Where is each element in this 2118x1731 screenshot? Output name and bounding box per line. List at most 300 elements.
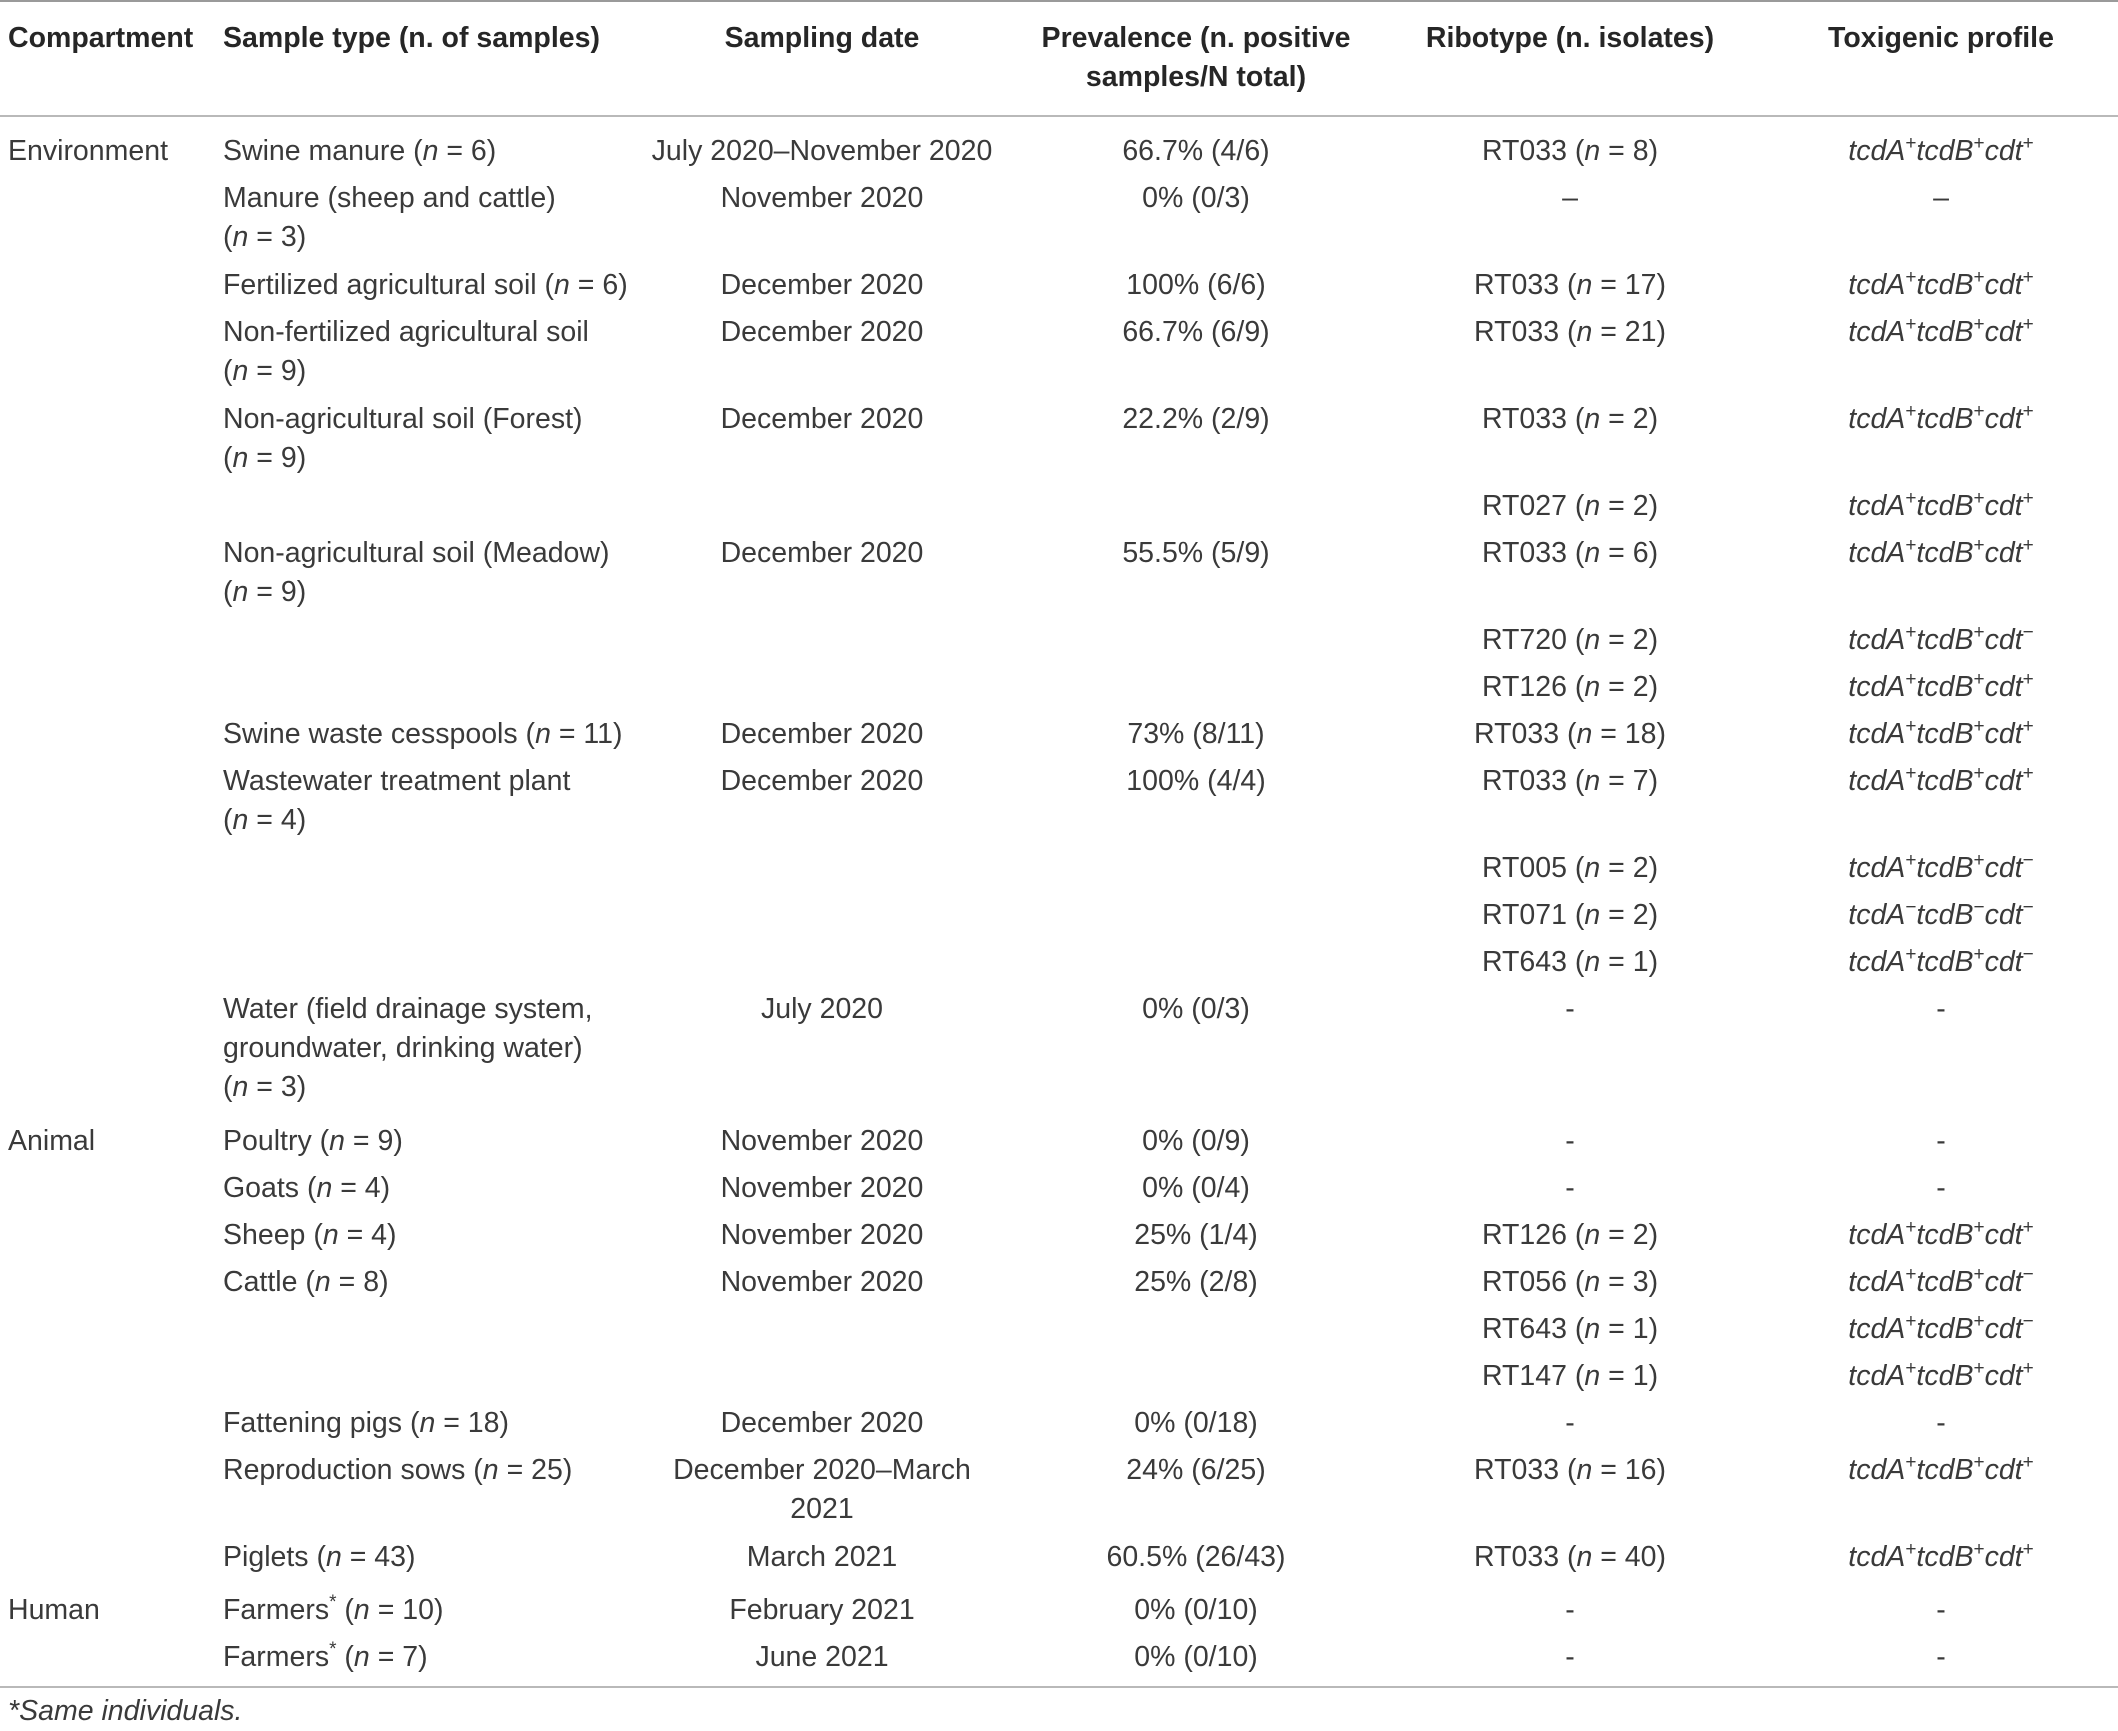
sample-type-cell xyxy=(223,801,306,840)
gene-name: cdt xyxy=(1984,1360,2023,1392)
gene-name: tcdA xyxy=(1848,718,1906,750)
text-part: = 18) xyxy=(1592,718,1666,750)
gene-name: tcdB xyxy=(1916,1219,1974,1251)
text-part: = 40) xyxy=(1592,1541,1666,1573)
header-sampling-date: Sampling date xyxy=(724,22,920,54)
ribotype-cell xyxy=(1474,266,1666,305)
gene-name: tcdA xyxy=(1848,316,1906,348)
sample-type-cell xyxy=(223,179,556,218)
gene-name: tcdB xyxy=(1916,624,1974,656)
gene-sign: + xyxy=(1973,763,1985,784)
text-part: RT033 ( xyxy=(1474,718,1577,750)
text-part: = 6) xyxy=(569,269,628,301)
sample-type-cell xyxy=(223,218,306,257)
gene-name: cdt xyxy=(1984,852,2023,884)
gene-name: tcdB xyxy=(1916,537,1974,569)
ribotype-cell: - xyxy=(1565,1125,1575,1157)
ribotype-cell: - xyxy=(1565,1594,1575,1626)
sampling-date-cell: July 2020 xyxy=(760,993,884,1025)
gene-sign: − xyxy=(1905,897,1917,918)
sample-type-cell xyxy=(223,132,496,171)
gene-sign: − xyxy=(2022,622,2034,643)
text-part: = 8) xyxy=(1600,135,1659,167)
sampling-date-cell: February 2021 xyxy=(729,1594,915,1626)
gene-sign: + xyxy=(2022,1539,2034,1560)
sample-type-cell xyxy=(223,1068,306,1107)
header-prevalence-line2: samples/N total) xyxy=(1085,61,1307,93)
gene-sign: + xyxy=(2022,267,2034,288)
toxigenic-profile-cell xyxy=(1848,896,2033,935)
text-part: = 2) xyxy=(1600,671,1659,703)
gene-name: tcdA xyxy=(1848,671,1906,703)
text-part: = 4) xyxy=(332,1172,391,1204)
gene-sign: − xyxy=(2022,944,2034,965)
sampling-date-cell: December 2020 xyxy=(720,403,924,435)
n-symbol: n xyxy=(422,135,439,167)
gene-sign: + xyxy=(2022,314,2034,335)
gene-sign: + xyxy=(1905,488,1917,509)
ribotype-cell xyxy=(1482,534,1658,573)
sampling-date-cell: July 2020–November 2020 xyxy=(651,135,993,167)
n-symbol: n xyxy=(1584,899,1601,931)
ribotype-cell xyxy=(1482,1310,1658,1349)
gene-sign: + xyxy=(1973,850,1985,871)
gene-sign: + xyxy=(1905,850,1917,871)
gene-name: tcdA xyxy=(1848,1541,1906,1573)
text-part: Non-agricultural soil (Forest) xyxy=(223,403,583,435)
gene-sign: + xyxy=(2022,763,2034,784)
prevalence-cell: 60.5% (26/43) xyxy=(1106,1541,1286,1573)
text-part: = 2) xyxy=(1600,899,1659,931)
gene-name: tcdB xyxy=(1916,852,1974,884)
text-part: RT056 ( xyxy=(1481,1266,1585,1298)
n-symbol: n xyxy=(1584,852,1601,884)
text-part: ( xyxy=(223,221,233,253)
prevalence-cell: 66.7% (6/9) xyxy=(1122,316,1270,348)
n-symbol: n xyxy=(1576,1454,1593,1486)
n-symbol: n xyxy=(1576,269,1593,301)
sampling-date-cell: March 2021 xyxy=(746,1541,898,1573)
header-ribotype: Ribotype (n. isolates) xyxy=(1425,22,1715,54)
sample-type-cell xyxy=(223,715,622,754)
gene-name: tcdB xyxy=(1916,135,1974,167)
ribotype-cell xyxy=(1482,896,1658,935)
ribotype-cell xyxy=(1482,132,1658,171)
gene-name: cdt xyxy=(1984,671,2023,703)
text-part: RT126 ( xyxy=(1481,1219,1585,1251)
gene-sign: + xyxy=(2022,669,2034,690)
footnote: *Same individuals. xyxy=(8,1695,243,1727)
toxigenic-profile-cell xyxy=(1848,849,2033,888)
gene-name: tcdA xyxy=(1848,1360,1906,1392)
gene-name: tcdB xyxy=(1916,1360,1974,1392)
toxigenic-profile-cell xyxy=(1848,1451,2033,1490)
text-part: = 7) xyxy=(369,1641,428,1673)
table-top-rule xyxy=(0,0,2118,2)
header-sample-type: Sample type (n. of samples) xyxy=(223,22,600,54)
sampling-date-cell: December 2020 xyxy=(720,537,924,569)
n-symbol: n xyxy=(325,1541,342,1573)
sample-type-cell xyxy=(223,990,593,1029)
gene-sign: + xyxy=(1973,488,1985,509)
text-part: = 6) xyxy=(438,135,497,167)
n-symbol: n xyxy=(1584,403,1601,435)
n-symbol: n xyxy=(232,442,249,474)
ribotype-cell: - xyxy=(1565,1172,1575,1204)
gene-sign: + xyxy=(1905,267,1917,288)
gene-name: tcdA xyxy=(1848,490,1906,522)
toxigenic-profile-cell: - xyxy=(1936,1641,1946,1673)
toxigenic-profile-cell xyxy=(1848,487,2033,526)
text-part: = 4) xyxy=(338,1219,397,1251)
gene-sign: + xyxy=(2022,535,2034,556)
gene-name: tcdB xyxy=(1916,718,1974,750)
toxigenic-profile-cell: - xyxy=(1936,1407,1946,1439)
text-part: = 2) xyxy=(1600,490,1659,522)
ribotype-cell xyxy=(1482,1357,1658,1396)
text-part: RT033 ( xyxy=(1474,1454,1577,1486)
sample-type-cell xyxy=(223,1216,397,1255)
sample-type-cell xyxy=(223,400,583,439)
text-part: = 1) xyxy=(1600,1313,1659,1345)
gene-sign: + xyxy=(1905,401,1917,422)
compartment-human: Human xyxy=(8,1594,100,1626)
toxigenic-profile-cell xyxy=(1848,621,2033,660)
gene-sign: + xyxy=(1905,716,1917,737)
sample-type-cell xyxy=(223,313,589,352)
gene-name: tcdA xyxy=(1848,135,1906,167)
text-part: = 43) xyxy=(341,1541,416,1573)
sample-type-cell xyxy=(223,266,628,305)
text-part: groundwater, drinking water) xyxy=(223,1032,583,1064)
text-part: = 2) xyxy=(1600,403,1659,435)
text-part: = 17) xyxy=(1592,269,1666,301)
gene-name: cdt xyxy=(1984,624,2023,656)
ribotype-cell xyxy=(1482,400,1658,439)
text-part: = 2) xyxy=(1600,852,1659,884)
ribotype-cell xyxy=(1474,313,1666,352)
n-symbol: n xyxy=(353,1594,370,1626)
header-prevalence-line1: Prevalence (n. positive xyxy=(1041,22,1351,54)
ribotype-cell xyxy=(1474,1538,1666,1577)
gene-sign: + xyxy=(1973,1311,1985,1332)
gene-name: tcdA xyxy=(1848,403,1906,435)
gene-sign: + xyxy=(1973,1539,1985,1560)
text-part: = 10) xyxy=(369,1594,444,1626)
n-symbol: n xyxy=(482,1454,499,1486)
gene-sign: + xyxy=(2022,488,2034,509)
toxigenic-profile-cell: – xyxy=(1933,182,1949,214)
n-symbol: n xyxy=(1584,135,1601,167)
text-part: = 9) xyxy=(248,576,307,608)
gene-sign: + xyxy=(1905,133,1917,154)
n-symbol: n xyxy=(1584,1219,1601,1251)
gene-sign: + xyxy=(2022,716,2034,737)
ribotype-cell: - xyxy=(1565,1641,1575,1673)
ribotype-cell xyxy=(1474,1451,1666,1490)
sampling-date-cell: November 2020 xyxy=(720,1266,924,1298)
n-symbol: n xyxy=(232,576,249,608)
sample-type-cell xyxy=(223,1591,443,1630)
gene-name: cdt xyxy=(1984,1313,2023,1345)
header-compartment: Compartment xyxy=(8,22,194,54)
text-part: RT033 ( xyxy=(1474,269,1577,301)
text-part: ( xyxy=(336,1641,354,1673)
gene-name: tcdA xyxy=(1848,537,1906,569)
gene-name: tcdB xyxy=(1916,1313,1974,1345)
gene-sign: + xyxy=(1973,314,1985,335)
gene-name: tcdA xyxy=(1848,1313,1906,1345)
text-part: ( xyxy=(336,1594,354,1626)
gene-name: cdt xyxy=(1984,316,2023,348)
gene-name: cdt xyxy=(1984,1454,2023,1486)
compartment-environment: Environment xyxy=(8,135,168,167)
text-part: = 7) xyxy=(1600,765,1659,797)
ribotype-cell: - xyxy=(1565,993,1575,1025)
gene-name: tcdA xyxy=(1848,1219,1906,1251)
gene-sign: + xyxy=(1905,622,1917,643)
ribotype-cell: – xyxy=(1562,182,1578,214)
text-part: = 21) xyxy=(1592,316,1666,348)
prevalence-cell: 0% (0/18) xyxy=(1134,1407,1258,1439)
gene-name: cdt xyxy=(1984,899,2023,931)
sample-type-cell xyxy=(223,1263,389,1302)
text-part: = 3) xyxy=(1600,1266,1659,1298)
text-part: ( xyxy=(223,1071,233,1103)
toxigenic-profile-cell xyxy=(1848,1310,2033,1349)
prevalence-cell: 0% (0/9) xyxy=(1142,1125,1250,1157)
sampling-date-cell: 2021 xyxy=(790,1493,854,1525)
text-part: RT643 ( xyxy=(1481,946,1585,978)
gene-sign: + xyxy=(1905,1358,1917,1379)
text-part: Poultry ( xyxy=(223,1125,330,1157)
text-part: Non-agricultural soil (Meadow) xyxy=(223,537,610,569)
ribotype-cell xyxy=(1482,621,1658,660)
asterisk-mark: * xyxy=(329,1639,337,1660)
sample-type-cell xyxy=(223,439,306,478)
text-part: = 25) xyxy=(498,1454,573,1486)
text-part: Sheep ( xyxy=(223,1219,323,1251)
gene-name: tcdB xyxy=(1916,1541,1974,1573)
gene-name: tcdB xyxy=(1916,316,1974,348)
gene-name: tcdA xyxy=(1848,765,1906,797)
toxigenic-profile-cell xyxy=(1848,266,2033,305)
gene-name: tcdA xyxy=(1848,899,1906,931)
gene-sign: + xyxy=(1973,1452,1985,1473)
gene-name: cdt xyxy=(1984,765,2023,797)
n-symbol: n xyxy=(1584,765,1601,797)
n-symbol: n xyxy=(1584,624,1601,656)
prevalence-cell: 0% (0/10) xyxy=(1134,1641,1258,1673)
text-part: ( xyxy=(223,804,233,836)
gene-sign: + xyxy=(2022,1217,2034,1238)
sample-type-cell xyxy=(223,1538,415,1577)
sampling-date-cell: November 2020 xyxy=(720,1219,924,1251)
gene-sign: + xyxy=(2022,401,2034,422)
sample-type-cell xyxy=(223,352,306,391)
gene-sign: + xyxy=(1973,1358,1985,1379)
gene-name: cdt xyxy=(1984,403,2023,435)
prevalence-cell: 100% (4/4) xyxy=(1126,765,1266,797)
text-part: RT033 ( xyxy=(1481,537,1585,569)
text-part: RT033 ( xyxy=(1481,135,1585,167)
gene-name: cdt xyxy=(1984,269,2023,301)
gene-sign: + xyxy=(1905,1539,1917,1560)
prevalence-cell: 24% (6/25) xyxy=(1126,1454,1266,1486)
ribotype-cell xyxy=(1482,668,1658,707)
gene-name: cdt xyxy=(1984,135,2023,167)
gene-name: cdt xyxy=(1984,718,2023,750)
toxigenic-profile-cell: - xyxy=(1936,993,1946,1025)
toxigenic-profile-cell xyxy=(1848,1216,2033,1255)
toxigenic-profile-cell xyxy=(1848,400,2033,439)
prevalence-cell: 0% (0/4) xyxy=(1142,1172,1250,1204)
sampling-date-cell: December 2020–March xyxy=(673,1454,971,1486)
n-symbol: n xyxy=(554,269,570,301)
header-toxigenic-profile: Toxigenic profile xyxy=(1828,22,2054,54)
gene-sign: + xyxy=(1905,1452,1917,1473)
text-part: = 2) xyxy=(1600,1219,1659,1251)
n-symbol: n xyxy=(1584,1360,1601,1392)
text-part: = 9) xyxy=(344,1125,403,1157)
text-part: Water (field drainage system, xyxy=(223,993,593,1025)
text-part: Swine waste cesspools ( xyxy=(223,718,536,750)
text-part: RT033 ( xyxy=(1474,316,1577,348)
n-symbol: n xyxy=(1584,946,1601,978)
toxigenic-profile-cell: - xyxy=(1936,1125,1946,1157)
gene-sign: + xyxy=(2022,133,2034,154)
text-part: = 1) xyxy=(1600,946,1659,978)
gene-name: tcdB xyxy=(1916,403,1974,435)
n-symbol: n xyxy=(419,1407,436,1439)
sample-type-cell xyxy=(223,1169,390,1208)
gene-name: tcdB xyxy=(1916,946,1974,978)
gene-sign: + xyxy=(1905,1311,1917,1332)
text-part: ( xyxy=(223,355,233,387)
gene-sign: + xyxy=(1973,267,1985,288)
gene-sign: + xyxy=(1973,669,1985,690)
n-symbol: n xyxy=(1584,671,1601,703)
sample-type-cell xyxy=(223,1451,572,1490)
prevalence-cell: 0% (0/3) xyxy=(1142,182,1250,214)
gene-sign: + xyxy=(1905,763,1917,784)
prevalence-cell: 66.7% (4/6) xyxy=(1122,135,1270,167)
text-part: RT005 ( xyxy=(1481,852,1585,884)
gene-sign: + xyxy=(1973,133,1985,154)
gene-sign: − xyxy=(2022,897,2034,918)
toxigenic-profile-cell xyxy=(1848,313,2033,352)
text-part: = 3) xyxy=(248,221,307,253)
gene-name: tcdB xyxy=(1916,490,1974,522)
n-symbol: n xyxy=(314,1266,331,1298)
gene-sign: + xyxy=(1905,1217,1917,1238)
n-symbol: n xyxy=(232,1071,249,1103)
sampling-date-cell: November 2020 xyxy=(720,182,924,214)
text-part: = 16) xyxy=(1592,1454,1666,1486)
header-bottom-rule xyxy=(0,115,2118,117)
text-part: = 4) xyxy=(248,804,307,836)
toxigenic-profile-cell xyxy=(1848,943,2033,982)
text-part: Cattle ( xyxy=(223,1266,315,1298)
gene-sign: + xyxy=(1905,669,1917,690)
gene-sign: + xyxy=(1973,401,1985,422)
gene-sign: − xyxy=(1973,897,1985,918)
text-part: ( xyxy=(223,442,233,474)
gene-name: cdt xyxy=(1984,946,2023,978)
n-symbol: n xyxy=(232,221,249,253)
ribotype-cell xyxy=(1482,943,1658,982)
gene-name: cdt xyxy=(1984,1541,2023,1573)
prevalence-cell: 73% (8/11) xyxy=(1127,718,1265,750)
gene-sign: − xyxy=(2022,1264,2034,1285)
n-symbol: n xyxy=(1576,316,1593,348)
text-part: = 9) xyxy=(248,442,307,474)
sample-type-cell xyxy=(223,1029,583,1068)
toxigenic-profile-cell xyxy=(1848,1357,2033,1396)
text-part: RT643 ( xyxy=(1481,1313,1585,1345)
sampling-date-cell: June 2021 xyxy=(755,1641,889,1673)
gene-name: tcdB xyxy=(1916,269,1974,301)
n-symbol: n xyxy=(1576,718,1593,750)
sample-type-cell xyxy=(223,1638,428,1677)
toxigenic-profile-cell: - xyxy=(1936,1594,1946,1626)
text-part: ( xyxy=(223,576,233,608)
prevalence-cell: 22.2% (2/9) xyxy=(1122,403,1270,435)
ribotype-cell xyxy=(1474,715,1666,754)
n-symbol: n xyxy=(1584,537,1601,569)
n-symbol: n xyxy=(1584,490,1601,522)
gene-sign: − xyxy=(2022,850,2034,871)
gene-name: tcdA xyxy=(1848,1266,1906,1298)
text-part: Manure (sheep and cattle) xyxy=(223,182,556,214)
gene-sign: − xyxy=(2022,1311,2034,1332)
gene-name: cdt xyxy=(1984,537,2023,569)
toxigenic-profile-cell: - xyxy=(1936,1172,1946,1204)
gene-name: cdt xyxy=(1984,1266,2023,1298)
sample-type-cell xyxy=(223,762,570,801)
n-symbol: n xyxy=(329,1125,345,1157)
text-part: = 11) xyxy=(550,718,623,750)
asterisk-mark: * xyxy=(329,1592,337,1613)
gene-name: tcdB xyxy=(1916,765,1974,797)
gene-name: tcdB xyxy=(1916,1266,1974,1298)
sampling-date-cell: December 2020 xyxy=(720,718,924,750)
text-part: Fattening pigs ( xyxy=(223,1407,420,1439)
n-symbol: n xyxy=(353,1641,370,1673)
gene-sign: + xyxy=(1973,1217,1985,1238)
sampling-date-cell: November 2020 xyxy=(720,1172,924,1204)
toxigenic-profile-cell xyxy=(1848,1263,2033,1302)
ribotype-cell xyxy=(1482,849,1658,888)
sample-type-cell xyxy=(223,1122,403,1161)
text-part: Non-fertilized agricultural soil xyxy=(223,316,589,348)
n-symbol: n xyxy=(1584,1266,1601,1298)
gene-sign: + xyxy=(1905,1264,1917,1285)
text-part: Wastewater treatment plant xyxy=(223,765,571,797)
n-symbol: n xyxy=(232,355,249,387)
ribotype-cell: - xyxy=(1565,1407,1575,1439)
gene-name: tcdB xyxy=(1916,1454,1974,1486)
text-part: Piglets ( xyxy=(223,1541,326,1573)
text-part: Farmers xyxy=(223,1641,330,1673)
text-part: = 2) xyxy=(1600,624,1659,656)
gene-sign: + xyxy=(1905,944,1917,965)
gene-name: tcdA xyxy=(1848,269,1906,301)
gene-sign: + xyxy=(2022,1452,2034,1473)
sampling-date-cell: December 2020 xyxy=(720,765,924,797)
compartment-animal: Animal xyxy=(8,1125,96,1157)
gene-sign: + xyxy=(2022,1358,2034,1379)
